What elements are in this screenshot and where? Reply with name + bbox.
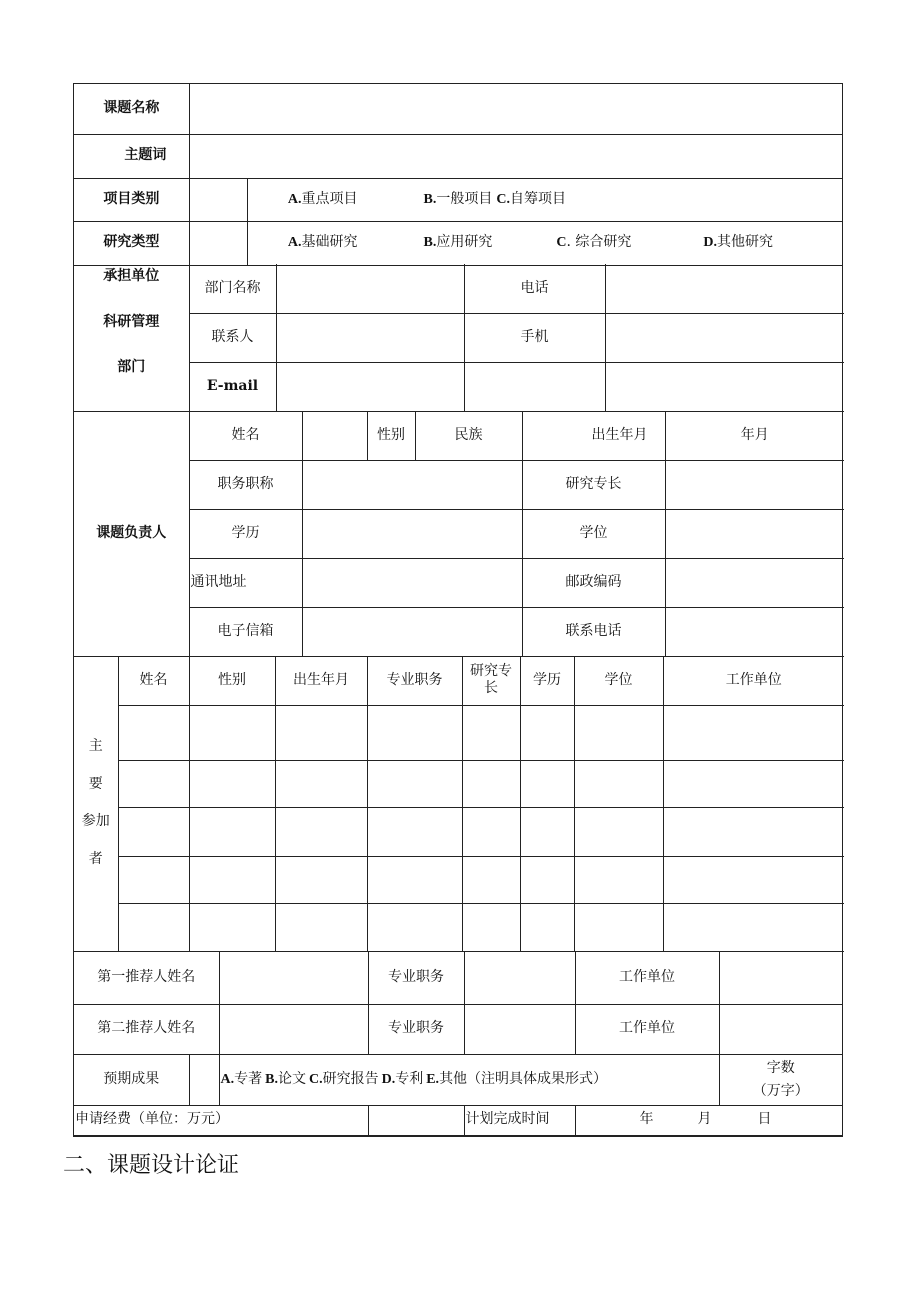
table-cell[interactable] [189,856,275,903]
contact-field[interactable] [276,313,464,362]
table-row [74,856,844,903]
section-title: 二、课题设计论证 [63,1153,240,1178]
leader-label: 课题负责人 [74,411,189,656]
dept-name-label: 部门名称 [189,264,276,313]
completion-year: 年 [639,1111,654,1128]
leader-section [73,411,843,657]
basic-info-section [73,83,843,266]
col-header-workplace: 工作单位 [663,656,844,705]
option-text: 一般项目 [436,190,493,207]
leader-gender-label: 性别 [367,411,415,460]
recommender2-position-label: 专业职务 [368,1004,464,1054]
participants-label-char: 者 [88,850,103,867]
option-text: . 综合研究 [566,234,632,251]
col-header-name: 姓名 [118,656,189,705]
table-cell[interactable] [275,760,367,807]
research-type-option-c[interactable] [556,234,631,252]
table-cell[interactable] [118,856,189,903]
leader-education-field[interactable] [302,509,522,558]
leader-year-month[interactable]: 年月 [665,411,844,460]
option-text: 自筹项目 [510,190,567,207]
topic-name-field[interactable] [189,84,842,134]
option-text: 专著 [234,1070,263,1087]
col-header-degree: 学位 [574,656,663,705]
project-type-option-b[interactable] [424,191,493,209]
table-cell[interactable] [367,705,462,760]
recommender2-workplace-field[interactable] [719,1004,842,1054]
option-letter: B. [265,1071,278,1087]
table-cell[interactable] [462,760,520,807]
project-type-option-c[interactable] [496,191,566,209]
recommender1-label: 第一推荐人姓名 [74,951,219,1004]
leader-title-label: 职务职称 [189,460,302,509]
word-count-line2: （万字） [752,1082,809,1099]
participants-label [74,656,118,951]
research-type-option-d[interactable] [703,234,773,252]
recommenders-section [73,951,843,1137]
outcome-options [219,1054,719,1105]
project-type-choice[interactable] [189,178,247,221]
option-letter: C [556,235,567,251]
dept-name-field[interactable] [276,264,464,313]
table-cell[interactable] [520,760,574,807]
option-text: 其他研究 [717,234,774,251]
mobile-field[interactable] [605,313,844,362]
project-type-label: 项目类别 [74,178,189,221]
project-type-options [247,178,842,221]
option-text: 其他（注明具体成果形式） [439,1070,608,1087]
unit-label [74,264,189,411]
research-type-label: 研究类型 [74,221,189,265]
table-cell[interactable] [663,807,844,856]
completion-label: 计划完成时间 [464,1105,575,1135]
table-cell[interactable] [118,807,189,856]
table-cell[interactable] [189,705,275,760]
option-letter: A. [287,191,302,207]
option-letter: C. [496,191,511,207]
col-header-specialty: 研究专长 [462,656,520,705]
option-letter: A. [287,235,302,251]
leader-degree-label: 学位 [522,509,665,558]
leader-title-field[interactable] [302,460,522,509]
table-row [74,760,844,807]
keyword-field[interactable] [189,134,842,178]
completion-day: 日 [757,1111,772,1128]
table-cell[interactable] [663,705,844,760]
table-cell[interactable] [462,705,520,760]
recommender2-position-field[interactable] [464,1004,575,1054]
table-row [74,807,844,856]
outcome-option-d[interactable] [382,1071,424,1089]
option-text: 研究报告 [322,1070,379,1087]
outcome-choice[interactable] [189,1054,219,1105]
option-text: 基础研究 [301,234,358,251]
table-cell[interactable] [520,856,574,903]
topic-name-label: 课题名称 [74,84,189,134]
leader-specialty-label: 研究专长 [522,460,665,509]
option-letter: D. [381,1071,396,1087]
table-cell[interactable] [189,903,275,951]
table-cell[interactable] [574,856,663,903]
email-extra-field-2[interactable] [605,362,844,411]
option-letter: B. [423,191,437,207]
table-row [74,903,844,951]
recommender2-label: 第二推荐人姓名 [74,1004,219,1054]
word-count-label [719,1054,842,1105]
unit-label-line3: 部门 [117,359,146,375]
table-cell[interactable] [118,705,189,760]
leader-name-label: 姓名 [189,411,302,460]
table-cell[interactable] [118,760,189,807]
research-type-option-b[interactable] [424,234,493,252]
table-cell[interactable] [574,705,663,760]
research-type-options [247,221,842,265]
participants-label-char: 要 [88,775,103,792]
outcome-label: 预期成果 [74,1054,189,1105]
leader-birth-text: 出生年月 [591,426,648,443]
leader-email-field[interactable] [302,607,522,656]
table-cell[interactable] [520,705,574,760]
table-cell[interactable] [275,705,367,760]
leader-address-field[interactable] [302,558,522,607]
completion-month: 月 [697,1111,712,1128]
unit-section [73,264,843,412]
option-letter: E. [426,1071,440,1087]
recommender1-name-field[interactable] [219,951,368,1004]
table-cell[interactable] [462,856,520,903]
contact-label: 联系人 [189,313,276,362]
leader-name-field[interactable] [302,411,367,460]
phone-field[interactable] [605,264,844,313]
table-cell[interactable] [189,760,275,807]
option-text: 重点项目 [301,190,358,207]
option-text: 应用研究 [436,234,493,251]
completion-date[interactable] [575,1105,842,1135]
table-cell[interactable] [663,856,844,903]
recommender1-workplace-field[interactable] [719,951,842,1004]
col-header-position: 专业职务 [367,656,462,705]
research-type-choice[interactable] [189,221,247,265]
col-header-birth: 出生年月 [275,656,367,705]
option-letter: B. [423,235,437,251]
funding-label: 申请经费（单位：万元） [74,1105,368,1135]
table-cell[interactable] [462,903,520,951]
table-cell[interactable] [663,760,844,807]
keyword-label [74,134,189,178]
table-cell[interactable] [189,807,275,856]
leader-specialty-field[interactable] [665,460,844,509]
table-cell[interactable] [275,903,367,951]
table-cell[interactable] [118,903,189,951]
recommender2-name-field[interactable] [219,1004,368,1054]
table-cell[interactable] [520,807,574,856]
option-letter: A. [220,1071,235,1087]
project-type-option-a[interactable] [288,191,358,209]
email-extra-field[interactable] [464,362,605,411]
research-type-option-a[interactable] [288,234,358,252]
outcome-option-a[interactable] [221,1071,263,1089]
recommender2-workplace-label: 工作单位 [575,1004,719,1054]
col-header-gender: 性别 [189,656,275,705]
leader-ethnicity-label: 民族 [415,411,522,460]
table-cell[interactable] [663,903,844,951]
option-text: 论文 [277,1070,306,1087]
phone-label: 电话 [464,264,605,313]
table-cell[interactable] [574,760,663,807]
leader-phone-label: 联系电话 [522,607,665,656]
funding-field[interactable] [368,1105,464,1135]
table-row [74,705,844,760]
table-cell[interactable] [462,807,520,856]
leader-birth-label [522,411,665,460]
participants-section [73,656,843,952]
outcome-option-b[interactable] [265,1071,306,1089]
table-cell[interactable] [520,903,574,951]
recommender1-position-field[interactable] [464,951,575,1004]
leader-postcode-field[interactable] [665,558,844,607]
recommender1-workplace-label: 工作单位 [575,951,719,1004]
keyword-label-text: 主题词 [124,147,167,164]
leader-education-label: 学历 [189,509,302,558]
col-header-education: 学历 [520,656,574,705]
leader-postcode-label: 邮政编码 [522,558,665,607]
unit-label-line1: 承担单位 [103,268,160,284]
option-letter: D. [703,235,718,251]
email-label: E-mail [189,362,276,411]
email-field[interactable] [276,362,464,411]
option-text: 专利 [395,1070,424,1087]
leader-degree-field[interactable] [665,509,844,558]
outcome-option-c[interactable] [309,1071,379,1089]
participants-label-char: 主 [88,738,103,755]
outcome-option-e[interactable] [426,1071,607,1089]
table-cell[interactable] [367,903,462,951]
participants-label-char: 参加 [81,813,110,830]
word-count-line1: 字数 [766,1060,795,1077]
table-cell[interactable] [574,807,663,856]
table-cell[interactable] [367,807,462,856]
table-cell[interactable] [367,856,462,903]
table-cell[interactable] [275,807,367,856]
leader-phone-field[interactable] [665,607,844,656]
recommender1-position-label: 专业职务 [368,951,464,1004]
leader-email-label: 电子信箱 [189,607,302,656]
table-cell[interactable] [275,856,367,903]
table-cell[interactable] [367,760,462,807]
unit-label-line2: 科研管理 [103,313,160,330]
option-letter: C. [308,1071,323,1087]
leader-address-label: 通讯地址 [189,558,302,607]
table-cell[interactable] [574,903,663,951]
mobile-label: 手机 [464,313,605,362]
